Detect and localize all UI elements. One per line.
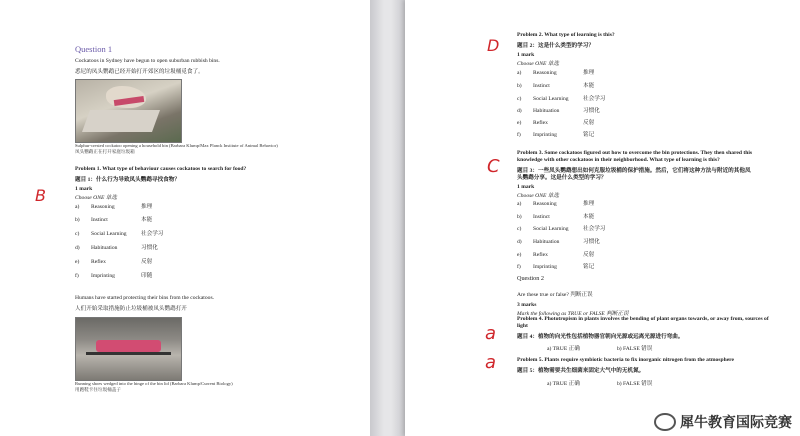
problem4-en-line1: Problem 4. Phototropism in plants involves the bending of plant organs towards, or away from, sources of (517, 316, 769, 322)
problem1-en: Problem 1. What type of behaviour causes cockatoos to search for food? (75, 166, 247, 172)
problem3-marks: 1 mark (517, 184, 535, 190)
problem3-cn-line2: 头鹦鹉分享。这是什么类型的学习？ (517, 175, 607, 181)
question-2-title: Question 2 (517, 275, 544, 282)
problem4-marks: 3 marks (517, 302, 537, 308)
problem4-en-line2: light (517, 323, 528, 329)
handwritten-answer-5: a (485, 352, 497, 373)
photo1-caption-en: Sulphur-crested cockatoo opening a household bin (Barbara Klump/Max Planck Institute of Animal Behavior) (75, 143, 278, 148)
problem5-true-option[interactable]: a) TRUE 正确 (547, 381, 580, 387)
problem4-false-option[interactable]: b) FALSE 错误 (617, 346, 653, 352)
problem2-option[interactable]: b) Instinct 本能 (517, 83, 595, 89)
problem2-option[interactable]: a) Reasoning 推理 (517, 70, 595, 76)
question-1-title: Question 1 (75, 44, 113, 54)
watermark-text: 犀牛教育国际竞赛 (680, 415, 792, 431)
problem1-option[interactable]: d) Habituation 习惯化 (75, 245, 158, 251)
problem1-option[interactable]: b) Instinct 本能 (75, 217, 153, 223)
right-page (405, 0, 800, 436)
problem3-option[interactable]: a) Reasoning 推理 (517, 201, 595, 207)
problem3-option[interactable]: b) Instinct 本能 (517, 214, 595, 220)
problem3-en-line1: Problem 3. Some cockatoos figured out how to overcome the bin protections. They then shared this (517, 150, 753, 156)
bin-shoes-photo (75, 317, 182, 381)
problem2-en: Problem 2. What type of learning is this? (517, 32, 615, 38)
mark-following: Mark the following as TRUE or FALSE 判断正误 (517, 311, 629, 317)
intro-cn: 悉尼的凤头鹦鹉已经开始打开郊区的垃圾桶觅食了。 (75, 69, 204, 75)
problem3-option[interactable]: f) Imprinting 铭记 (517, 264, 595, 270)
intro-en: Cockatoos in Sydney have begun to open suburban rubbish bins. (75, 58, 220, 64)
problem3-option[interactable]: c) Social Learning 社会学习 (517, 226, 606, 232)
problem2-choose: Choose ONE 单选 (517, 61, 559, 67)
problem3-en-line2: knowledge with other cockatoos in their neighborhood. What type of learning is this? (517, 157, 720, 163)
handwritten-answer-2: D (487, 36, 500, 55)
problem1-cn: 题目 1：什么行为导致凤头鹦鹉寻找食物？ (75, 177, 180, 183)
problem2-option[interactable]: e) Reflex 反射 (517, 120, 595, 126)
problem1-option[interactable]: c) Social Learning 社会学习 (75, 231, 164, 237)
problem5-false-option[interactable]: b) FALSE 错误 (617, 381, 653, 387)
photo1-caption-cn: 凤头鹦鹉正在打开家庭垃圾箱 (75, 149, 135, 154)
cockatoo-bin-photo (75, 79, 182, 143)
problem3-cn-line1: 题目 3：一些凤头鹦鹉想出如何克服垃圾桶的保护措施。然后，它们将这种方法与附近的其他凤 (517, 168, 751, 174)
page-gutter (370, 0, 405, 436)
left-page (0, 0, 370, 436)
photo2-caption-cn: 用跑鞋卡住垃圾桶盖子 (75, 387, 121, 392)
photo2-caption-en: Running shoes wedged into the hinge of the bin lid (Barbara Klump/Current Biology) (75, 381, 233, 386)
problem2-option[interactable]: c) Social Learning 社会学习 (517, 96, 606, 102)
problem2-option[interactable]: f) Imprinting 铭记 (517, 132, 595, 138)
problem4-true-option[interactable]: a) TRUE 正确 (547, 346, 580, 352)
problem5-cn: 题目 5：植物需要共生细菌来固定大气中的无机氮。 (517, 368, 645, 374)
problem5-en: Problem 5. Plants require symbiotic bacteria to fix inorganic nitrogen from the atmosphere (517, 357, 735, 363)
wechat-icon (654, 413, 676, 431)
problem3-choose: Choose ONE 单选 (517, 193, 559, 199)
handwritten-answer-1: B (35, 186, 46, 205)
humans-protect-en: Humans have started protecting their bins from the cockatoos. (75, 295, 215, 301)
problem2-marks: 1 mark (517, 52, 535, 58)
handwritten-answer-4: a (485, 323, 497, 344)
watermark (654, 412, 792, 432)
problem3-option[interactable]: d) Habituation 习惯化 (517, 239, 600, 245)
problem4-cn: 题目 4：植物的向光性包括植物器官朝向光源或远离光源进行弯曲。 (517, 334, 684, 340)
problem1-option[interactable]: a) Reasoning 推理 (75, 204, 153, 210)
problem2-option[interactable]: d) Habituation 习惯化 (517, 108, 600, 114)
true-false-prompt: Are these true or false? 判断正误 (517, 292, 593, 298)
problem1-marks: 1 mark (75, 186, 93, 192)
problem2-cn: 题目 2：这是什么类型的学习？ (517, 43, 594, 49)
problem3-option[interactable]: e) Reflex 反射 (517, 252, 595, 258)
problem1-option[interactable]: f) Imprinting 印随 (75, 273, 153, 279)
humans-protect-cn: 人们开始采取措施防止垃圾桶被凤头鹦鹉打开 (75, 306, 187, 312)
problem1-option[interactable]: e) Reflex 反射 (75, 259, 153, 265)
handwritten-answer-3: C (487, 156, 500, 177)
problem1-choose: Choose ONE 单选 (75, 195, 117, 201)
